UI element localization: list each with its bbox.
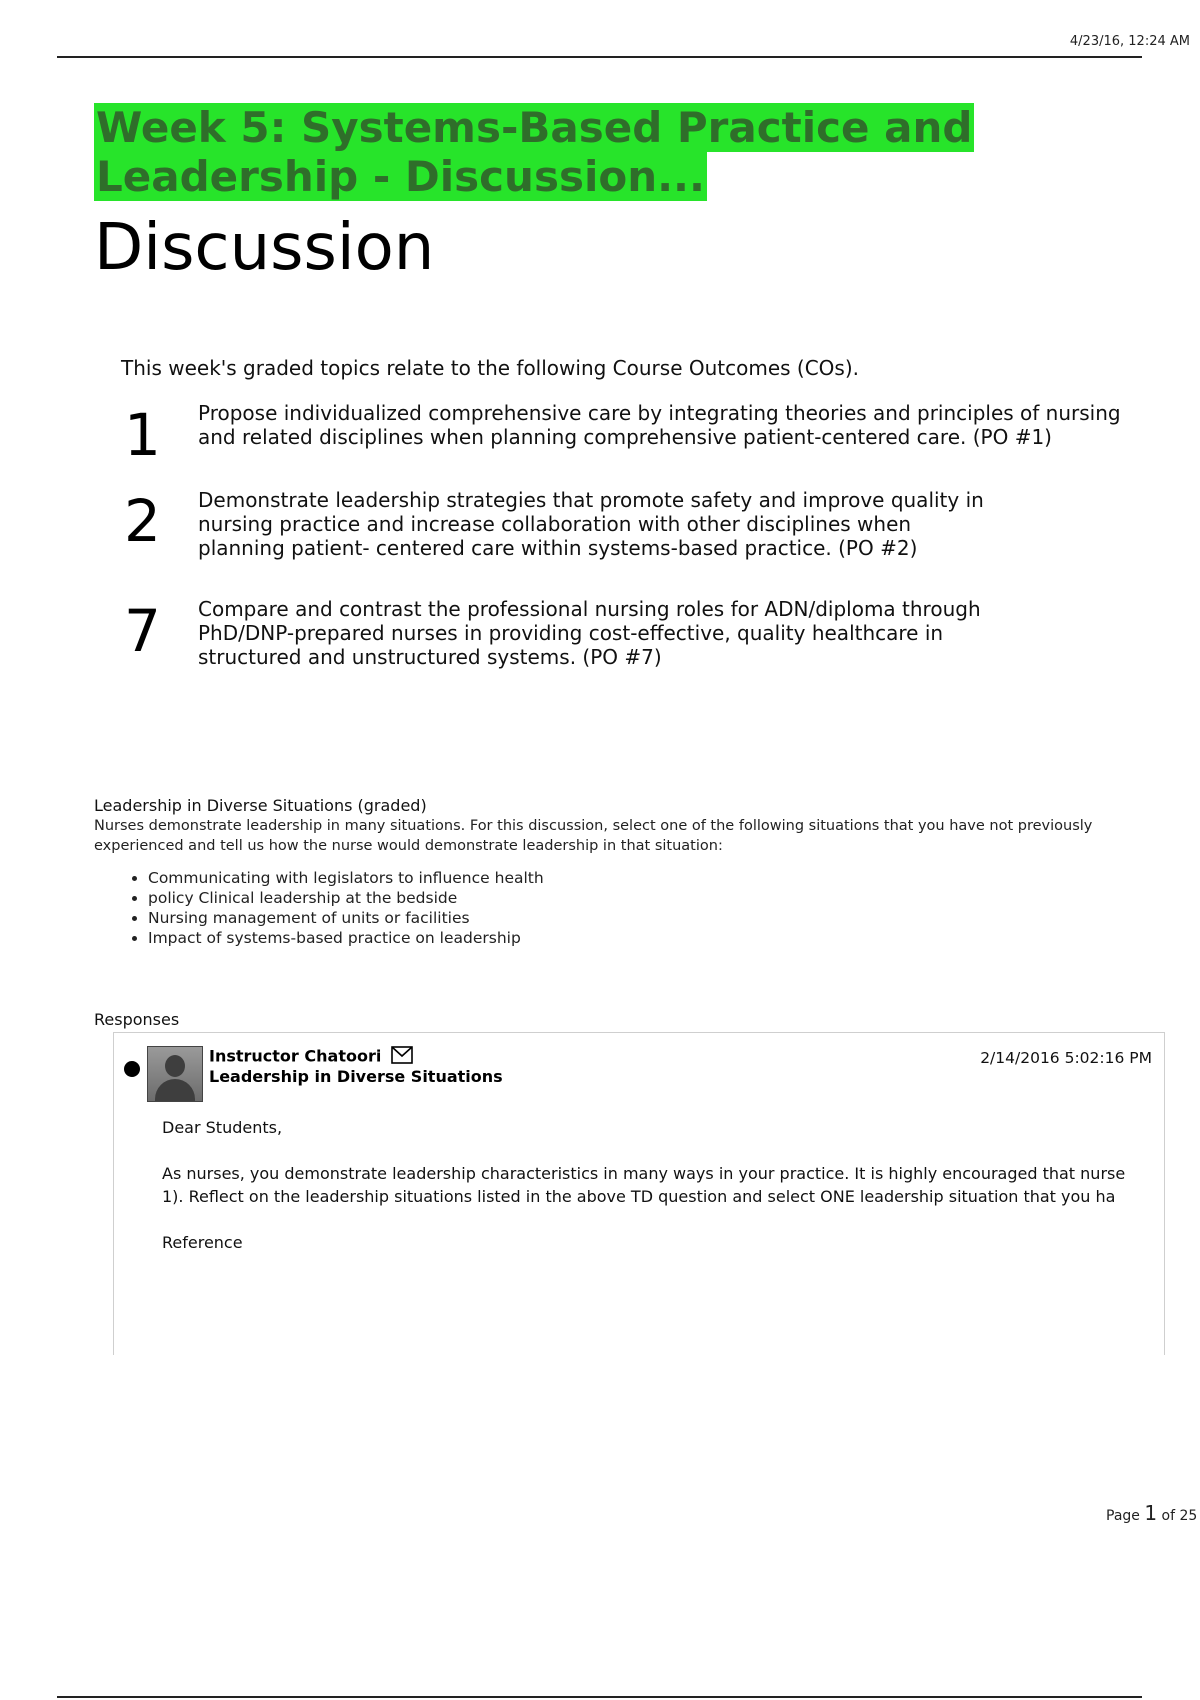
page-title: Discussion xyxy=(94,211,435,285)
discussion-heading: Leadership in Diverse Situations (graded) xyxy=(94,796,427,815)
avatar[interactable] xyxy=(147,1046,203,1102)
bottom-rule xyxy=(57,1696,1142,1698)
situation-item: • Impact of systems-based practice on leadership xyxy=(148,928,588,948)
discussion-description: Nurses demonstrate leadership in many situations. For this discussion, select one of the following situations that you have not previously experienced and tell us how the nurse would demonstrate leadership in that situation: xyxy=(94,818,1093,854)
outcome-text: Compare and contrast the professional nursing roles for ADN/diploma through PhD/DNP-prepared nurses in providing cost-effective, quality healthcare in structured and unstructured systems. (PO #7) xyxy=(198,597,981,669)
post-author-name[interactable]: Instructor Chatoori xyxy=(209,1046,382,1066)
outcome-number: 2 xyxy=(124,487,161,555)
page-prefix: Page xyxy=(1106,1508,1140,1524)
post-author xyxy=(209,1046,413,1068)
outcome-text: Demonstrate leadership strategies that promote safety and improve quality in nursing practice and increase collaboration with other disciplines when planning patient- centered care within systems-based practice. (PO #2) xyxy=(198,488,984,560)
situation-list xyxy=(118,868,588,948)
outcomes-intro: This week's graded topics relate to the following Course Outcomes (COs). xyxy=(121,356,859,380)
post-paragraph-line: 1). Reflect on the leadership situations listed in the above TD question and select ONE leadership situation that you ha xyxy=(162,1187,1116,1206)
post-body xyxy=(162,1116,1125,1254)
outcome-text: Propose individualized comprehensive care by integrating theories and principles of nursing and related disciplines when planning comprehensive patient-centered care. (PO #1) xyxy=(198,401,1121,449)
post-greeting: Dear Students, xyxy=(162,1118,283,1137)
highlighted-title-text: Week 5: Systems-Based Practice and Leadership - Discussion... xyxy=(96,103,973,201)
post-subject[interactable]: Leadership in Diverse Situations xyxy=(209,1067,503,1086)
situation-item: • policy Clinical leadership at the bedside xyxy=(148,888,588,908)
outcome-number: 7 xyxy=(124,597,161,665)
outcome-number: 1 xyxy=(124,401,161,469)
bullet-dot xyxy=(124,1061,140,1077)
highlighted-title xyxy=(94,103,994,201)
page-number: 1 xyxy=(1144,1501,1158,1525)
page-indicator xyxy=(1106,1501,1197,1525)
top-rule xyxy=(57,56,1142,58)
mail-icon[interactable] xyxy=(391,1046,413,1068)
post-reference: Reference xyxy=(162,1233,243,1252)
print-timestamp: 4/23/16, 12:24 AM xyxy=(1069,34,1190,49)
post-paragraph-line: As nurses, you demonstrate leadership characteristics in many ways in your practice. It is highly encouraged that nurse xyxy=(162,1164,1126,1183)
post-date: 2/14/2016 5:02:16 PM xyxy=(980,1049,1152,1067)
page-suffix: of 25 xyxy=(1161,1508,1198,1524)
response-post xyxy=(113,1032,1165,1355)
responses-label: Responses xyxy=(94,1010,180,1029)
situation-item: • Communicating with legislators to influence health xyxy=(148,868,588,888)
situation-item: • Nursing management of units or facilities xyxy=(148,908,588,928)
